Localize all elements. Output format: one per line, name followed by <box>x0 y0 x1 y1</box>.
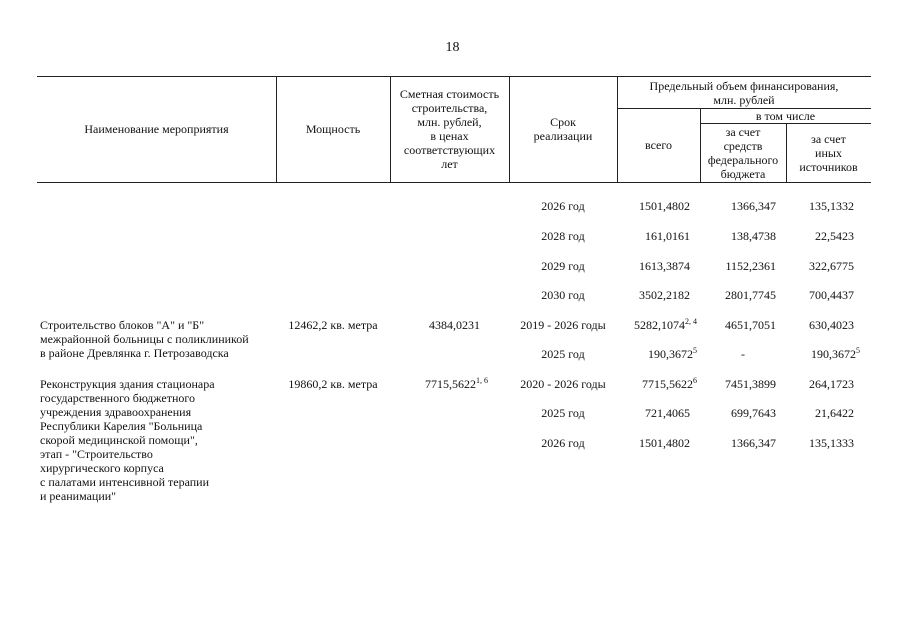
total-cell <box>600 318 697 332</box>
total-value: 7715,5622 <box>642 377 693 391</box>
item-name: Строительство блоков "А" и "Б" межрайонной больницы с поликлиникой в районе Древлянка г. Петрозаводска <box>40 318 249 360</box>
total-cell: 1613,3874 <box>639 259 690 273</box>
header-total: всего <box>644 138 673 152</box>
total-cell <box>600 377 697 391</box>
header-cost: Сметная стоимость строительства, млн. рублей, в ценах соответствующих лет <box>399 87 500 171</box>
cost-value: 7715,5622 <box>425 377 476 391</box>
footnote-ref: 5 <box>856 346 860 355</box>
header-term: Срок реализации <box>533 115 593 143</box>
header-financing: Предельный объем финансирования, млн. рублей <box>649 78 839 107</box>
cost-cell <box>380 377 488 391</box>
other-cell: 322,6775 <box>809 259 854 273</box>
federal-cell: 2801,7745 <box>725 288 776 302</box>
term-cell: 2025 год <box>541 347 585 361</box>
total-cell: 1501,4802 <box>639 199 690 213</box>
federal-cell: 699,7643 <box>731 406 776 420</box>
federal-cell: 1152,2361 <box>725 259 776 273</box>
federal-cell: 7451,3899 <box>725 377 776 391</box>
item-name: Реконструкция здания стационара государственного бюджетного учреждения здравоохранения Республики Карелия "Больница скорой медицинской помощи", этап - "Строительство хирургического корпуса с палатами интенсивной терапии и реанимации" <box>40 377 215 503</box>
federal-cell: - <box>741 347 745 361</box>
total-value: 190,3672 <box>648 347 693 361</box>
capacity-cell: 19860,2 кв. метра <box>288 377 378 391</box>
header-name: Наименование мероприятия <box>84 122 229 136</box>
other-cell: 135,1332 <box>809 199 854 213</box>
footnote-ref: 6 <box>693 376 697 385</box>
other-cell: 22,5423 <box>815 229 854 243</box>
footnote-ref: 2, 4 <box>685 317 697 326</box>
term-cell: 2026 год <box>541 199 585 213</box>
other-cell: 264,1723 <box>809 377 854 391</box>
total-cell: 721,4065 <box>645 406 690 420</box>
term-cell: 2025 год <box>541 406 585 420</box>
federal-cell: 4651,7051 <box>725 318 776 332</box>
term-cell: 2019 - 2026 годы <box>520 318 606 332</box>
federal-cell: 1366,347 <box>731 199 776 213</box>
total-cell: 1501,4802 <box>639 436 690 450</box>
total-cell: 3502,2182 <box>639 288 690 302</box>
header-other: за счет иных источников <box>799 131 858 174</box>
footnote-ref: 5 <box>693 346 697 355</box>
cost-cell: 4384,0231 <box>429 318 480 332</box>
header-bottom-rule <box>37 182 871 183</box>
total-cell: 161,0161 <box>645 229 690 243</box>
other-value: 190,3672 <box>811 347 856 361</box>
term-cell: 2029 год <box>541 259 585 273</box>
other-cell: 630,4023 <box>809 318 854 332</box>
federal-cell: 1366,347 <box>731 436 776 450</box>
total-cell <box>600 347 697 361</box>
other-cell: 21,6422 <box>815 406 854 420</box>
term-cell: 2026 год <box>541 436 585 450</box>
header-including: в том числе <box>755 108 816 123</box>
footnote-ref: 1, 6 <box>476 376 488 385</box>
other-cell: 135,1333 <box>809 436 854 450</box>
term-cell: 2030 год <box>541 288 585 302</box>
capacity-cell: 12462,2 кв. метра <box>288 318 378 332</box>
other-cell: 700,4437 <box>809 288 854 302</box>
page-number: 18 <box>445 40 460 55</box>
header-capacity: Мощность <box>305 122 361 136</box>
other-cell <box>770 347 860 361</box>
term-cell: 2020 - 2026 годы <box>520 377 606 391</box>
header-federal: за счет средств федерального бюджета <box>707 124 779 181</box>
total-value: 5282,1074 <box>634 318 685 332</box>
federal-cell: 138,4738 <box>731 229 776 243</box>
term-cell: 2028 год <box>541 229 585 243</box>
